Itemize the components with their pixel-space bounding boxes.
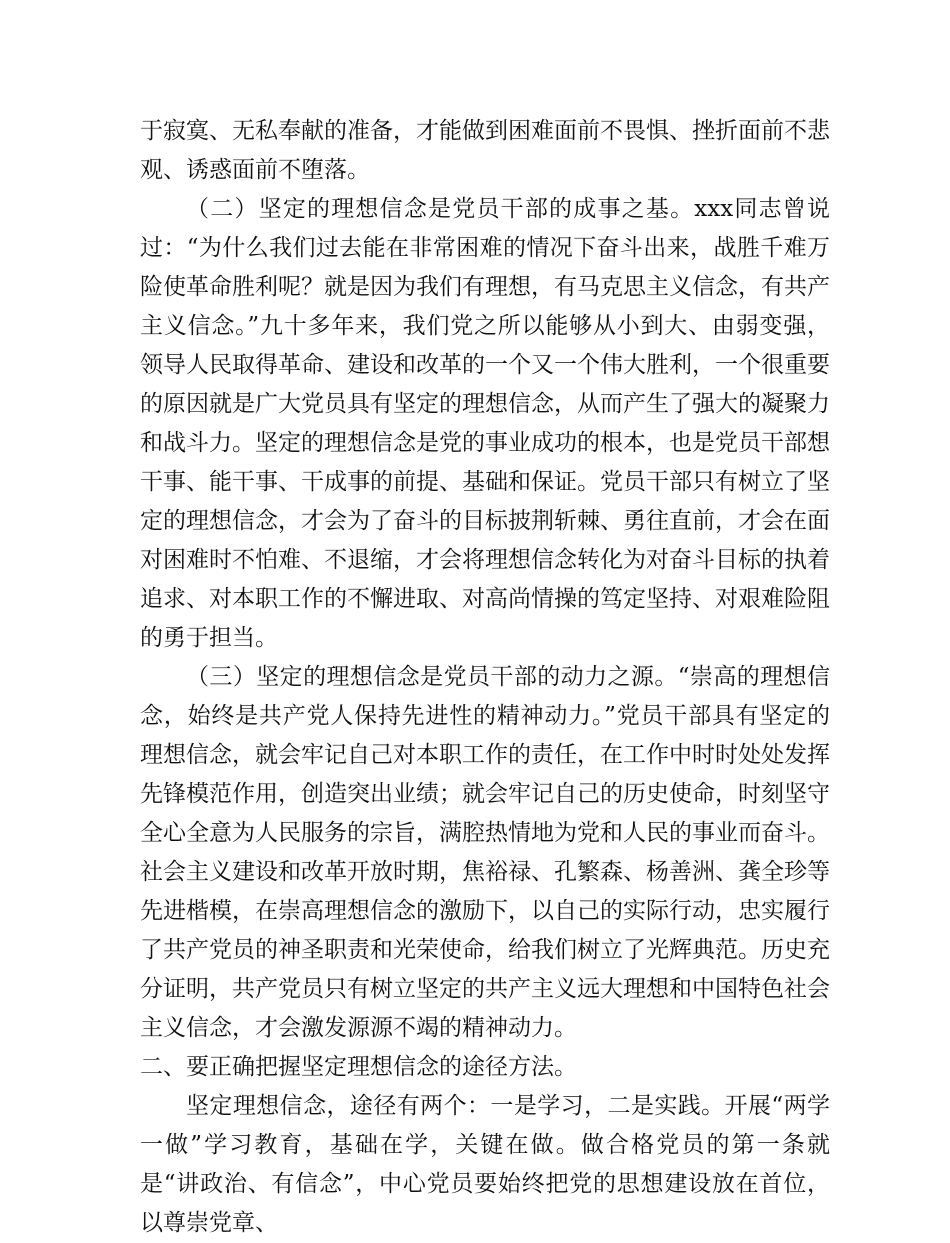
document-body [140, 112, 830, 1243]
paragraph-section-three: （三）坚定的理想信念是党员干部的动力之源。“崇高的理想信念，始终是共产党人保持先进性的精神动力。”党员干部具有坚定的理想信念，就会牢记自己对本职工作的责任，在工作中时时处处发挥先锋模范作用，创造突出业绩；就会牢记自己的历史使命，时刻坚守全心全意为人民服务的宗旨，满腔热情地为党和人民的事业而奋斗。社会主义建设和改革开放时期，焦裕禄、孔繁森、杨善洲、龚全珍等先进楷模，在崇高理想信念的激励下，以自己的实际行动，忠实履行了共产党员的神圣职责和光荣使命，给我们树立了光辉典范。历史充分证明，共产党员只有树立坚定的共产主义远大理想和中国特色社会主义信念，才会激发源源不竭的精神动力。 [140, 664, 830, 1041]
paragraph-continuation: 于寂寞、无私奉献的准备，才能做到困难面前不畏惧、挫折面前不悲观、诱惑面前不堕落。 [140, 118, 830, 183]
paragraph-methods: 坚定理想信念，途径有两个：一是学习，二是实践。开展“两学一做”学习教育，基础在学，关键在做。做合格党员的第一条就是“讲政治、有信念”，中心党员要始终把党的思想建设放在首位，以尊崇党章、 [140, 1093, 830, 1236]
paragraph-section-two: （二）坚定的理想信念是党员干部的成事之基。xxx同志曾说过：“为什么我们过去能在非常困难的情况下奋斗出来，战胜千难万险使革命胜利呢？就是因为我们有理想，有马克思主义信念，有共产主义信念。”九十多年来，我们党之所以能够从小到大、由弱变强，领导人民取得革命、建设和改革的一个又一个伟大胜利，一个很重要的原因就是广大党员具有坚定的理想信念，从而产生了强大的凝聚力和战斗力。坚定的理想信念是党的事业成功的根本，也是党员干部想干事、能干事、干成事的前提、基础和保证。党员干部只有树立了坚定的理想信念，才会为了奋斗的目标披荆斩棘、勇往直前，才会在面对困难时不怕难、不退缩，才会将理想信念转化为对奋斗目标的执着追求、对本职工作的不懈进取、对高尚情操的笃定坚持、对艰难险阻的勇于担当。 [140, 196, 830, 651]
section-heading: 二、要正确把握坚定理想信念的途径方法。 [140, 1054, 577, 1080]
